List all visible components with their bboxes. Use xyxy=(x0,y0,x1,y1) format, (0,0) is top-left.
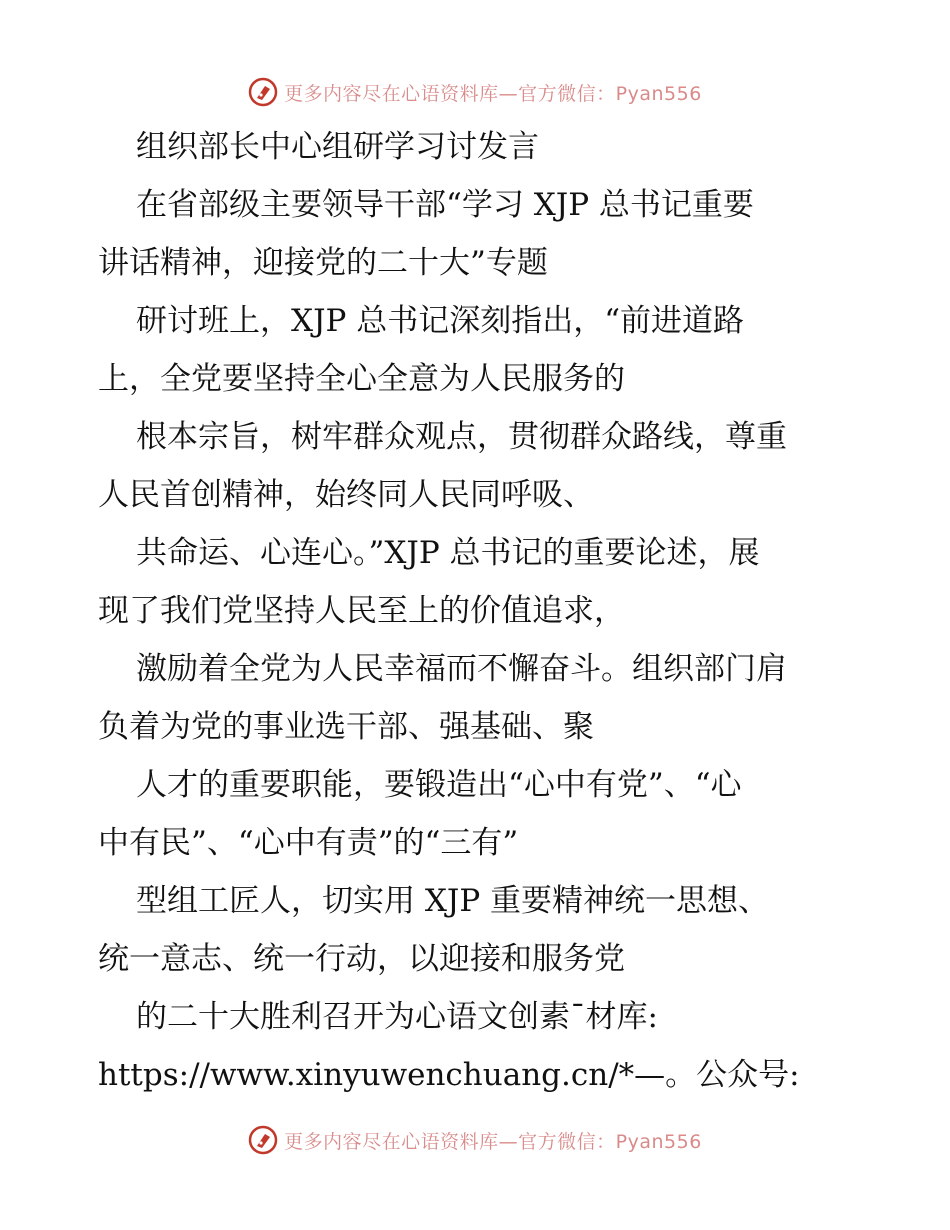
text-line: 激励着全党为人民幸福而不懈奋斗。组织部门肩 xyxy=(136,651,787,687)
text-line: 上，全党要坚持全心全意为人民服务的 xyxy=(98,361,625,397)
text-line: 负着为党的事业选干部、强基础、聚 xyxy=(98,709,594,745)
text-line: 研讨班上，XJP 总书记深刻指出，“前进道路 xyxy=(136,303,745,339)
document-body xyxy=(98,118,854,1104)
text-line: 根本宗旨，树牢群众观点，贯彻群众路线，尊重 xyxy=(136,419,787,455)
text-line: 型组工匠人，切实用 XJP 重要精神统一思想、 xyxy=(136,883,770,919)
pen-nib-logo-icon xyxy=(248,1125,278,1155)
watermark-text: 更多内容尽在心语资料库—官方微信：Pyan556 xyxy=(284,1130,702,1153)
text-line: 组织部长中心组研学习讨发言 xyxy=(136,129,539,165)
text-line: 共命运、心连心。”XJP 总书记的重要论述，展 xyxy=(136,535,760,571)
pen-nib-logo-icon xyxy=(248,77,278,107)
text-line: 讲话精神，迎接党的二十大”专题 xyxy=(98,245,548,281)
text-line: 统一意志、统一行动，以迎接和服务党 xyxy=(98,941,625,977)
footer-watermark xyxy=(0,1120,950,1160)
text-line: 现了我们党坚持人民至上的价值追求， xyxy=(98,593,625,629)
header-watermark xyxy=(0,72,950,112)
text-line: https://www.xinyuwenchuang.cn/*—。公众号: xyxy=(98,1057,800,1093)
text-line: 在省部级主要领导干部“学习 XJP 总书记重要 xyxy=(136,187,754,223)
text-line: 人民首创精神，始终同人民同呼吸、 xyxy=(98,477,594,513)
text-line: 人才的重要职能，要锻造出“心中有党”、“心 xyxy=(136,767,742,803)
text-line: 中有民”、“心中有责”的“三有” xyxy=(98,825,519,861)
text-line: 的二十大胜利召开为心语文创素¯材库: xyxy=(136,999,658,1035)
watermark-text: 更多内容尽在心语资料库—官方微信：Pyan556 xyxy=(284,82,702,105)
